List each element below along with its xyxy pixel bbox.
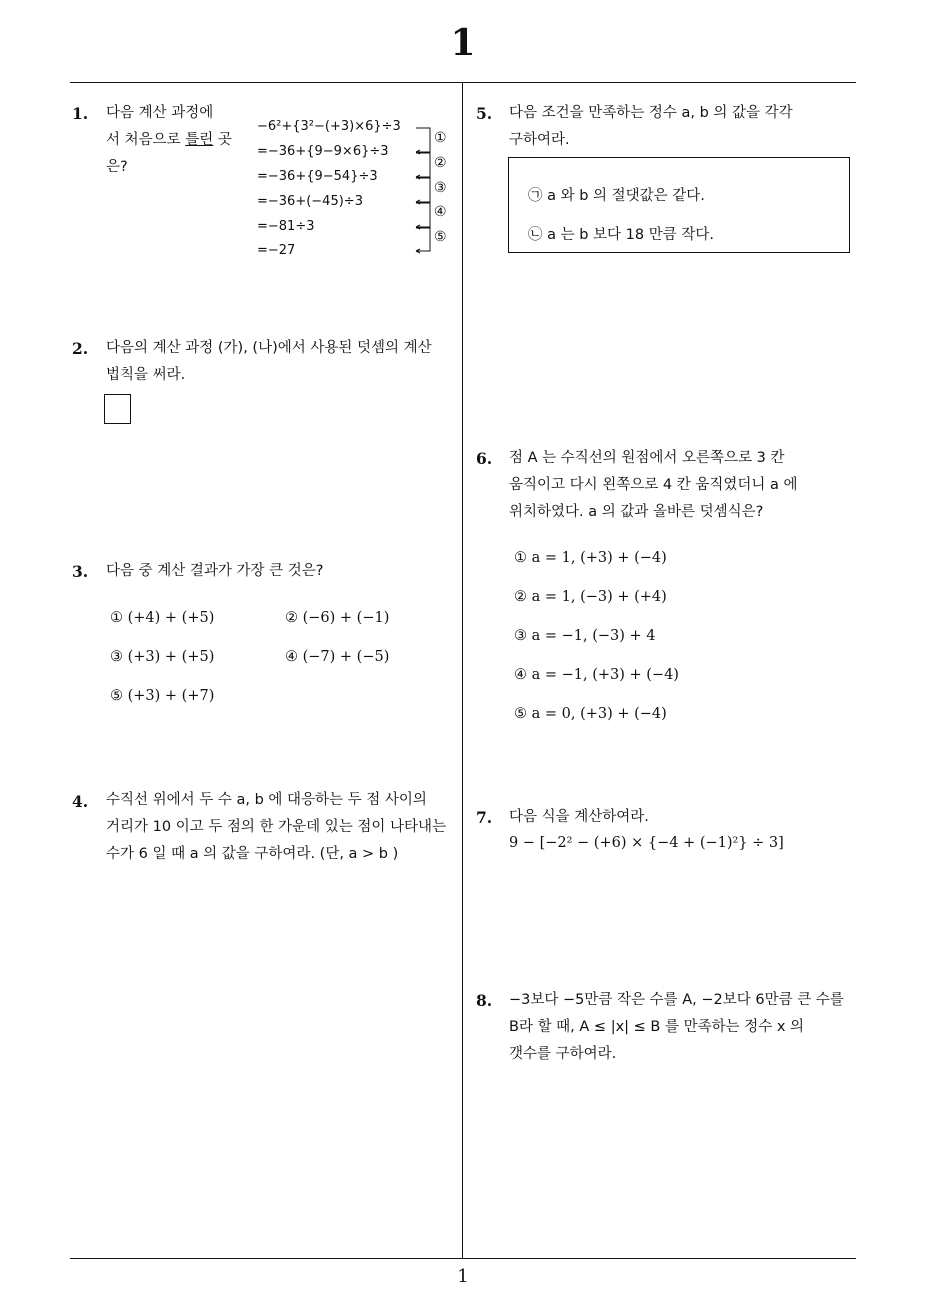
question-line: 법칙을 써라. <box>106 367 186 383</box>
question-line <box>106 127 232 154</box>
question-text <box>106 335 432 389</box>
step-mark: ① <box>434 130 447 146</box>
choice-5[interactable]: ⑤ (+3) + (+7) <box>110 688 215 704</box>
step-mark: ⑤ <box>434 229 447 245</box>
choice-2[interactable]: ② (−6) + (−1) <box>285 610 390 626</box>
question-line: 거리가 10 이고 두 점의 한 가운데 있는 점이 나타내는 <box>106 819 447 835</box>
question-line: 다음 식을 계산하여라. <box>509 809 649 825</box>
question-number: 1. <box>72 104 89 123</box>
question-line: 다음의 계산 과정 (가), (나)에서 사용된 덧셈의 계산 <box>106 340 432 356</box>
question-number: 2. <box>72 339 89 358</box>
question-line: 구하여라. <box>509 132 570 148</box>
calc-step: =−36+{9−9×6}÷3 <box>257 144 389 159</box>
calc-step: =−81÷3 <box>257 219 315 234</box>
question-number: 8. <box>476 991 493 1010</box>
question-number: 5. <box>476 104 493 123</box>
condition-item: ㉡ a 는 b 보다 18 만큼 작다. <box>528 227 714 243</box>
question-line: −3보다 −5만큼 작은 수를 A, −2보다 6만큼 큰 수를 <box>509 992 844 1008</box>
choice-3[interactable]: ③ (+3) + (+5) <box>110 649 215 665</box>
step-mark: ④ <box>434 204 447 220</box>
question-line-part: 서 처음으로 <box>106 132 186 148</box>
question-text <box>509 804 649 831</box>
question-number: 4. <box>72 792 89 811</box>
question-line: 다음 조건을 만족하는 정수 a, b 의 값을 각각 <box>509 105 793 121</box>
question-number: 7. <box>476 808 493 827</box>
calc-step: =−27 <box>257 243 296 258</box>
question-line: B라 할 때, A ≤ |x| ≤ B 를 만족하는 정수 x 의 <box>509 1019 805 1035</box>
calc-step: =−36+{9−54}÷3 <box>257 169 378 184</box>
question-line: 수직선 위에서 두 수 a, b 에 대응하는 두 점 사이의 <box>106 792 427 808</box>
step-mark: ③ <box>434 180 447 196</box>
choice-4[interactable]: ④ (−7) + (−5) <box>285 649 390 665</box>
page-number: 1 <box>457 1266 469 1287</box>
choice-3[interactable]: ③ a = −1, (−3) + 4 <box>514 628 656 644</box>
question-line-part: 곳 <box>213 132 232 148</box>
choice-1[interactable]: ① (+4) + (+5) <box>110 610 215 626</box>
column-divider <box>462 83 463 1259</box>
calc-step: =−36+(−45)÷3 <box>257 194 363 209</box>
question-text <box>509 100 793 154</box>
question-line: 수가 6 일 때 a 의 값을 구하여라. (단, a > b ) <box>106 846 399 862</box>
choice-4[interactable]: ④ a = −1, (+3) + (−4) <box>514 667 679 683</box>
question-number: 6. <box>476 449 493 468</box>
step-mark: ② <box>434 155 447 171</box>
question-line: 다음 중 계산 결과가 가장 큰 것은? <box>106 563 324 579</box>
math-expression: 9 − [−2² − (+6) × {−4 + (−1)²} ÷ 3] <box>509 835 784 851</box>
question-text <box>509 445 798 526</box>
footer-rule <box>70 1258 856 1259</box>
question-number: 3. <box>72 562 89 581</box>
choice-2[interactable]: ② a = 1, (−3) + (+4) <box>514 589 667 605</box>
question-line: 위치하였다. a 의 값과 올바른 덧셈식은? <box>509 504 764 520</box>
question-text <box>106 100 232 181</box>
choice-5[interactable]: ⑤ a = 0, (+3) + (−4) <box>514 706 667 722</box>
question-text <box>509 987 844 1068</box>
step-brackets <box>412 124 436 254</box>
page-title: 1 <box>450 22 476 64</box>
question-line: 점 A 는 수직선의 원점에서 오른쪽으로 3 칸 <box>509 450 785 466</box>
question-line: 움직이고 다시 왼쪽으로 4 칸 움직였더니 a 에 <box>509 477 798 493</box>
underlined-word: 틀린 <box>185 132 214 148</box>
condition-item: ㉠ a 와 b 의 절댓값은 같다. <box>528 188 705 204</box>
calc-step: −6²+{3²−(+3)×6}÷3 <box>257 119 401 134</box>
question-text <box>106 787 446 868</box>
answer-box <box>104 394 131 424</box>
question-line: 은? <box>106 159 128 175</box>
question-line: 갯수를 구하여라. <box>509 1046 617 1062</box>
choice-1[interactable]: ① a = 1, (+3) + (−4) <box>514 550 667 566</box>
header-rule <box>70 82 856 83</box>
question-text <box>106 558 323 585</box>
question-line: 다음 계산 과정에 <box>106 105 214 121</box>
